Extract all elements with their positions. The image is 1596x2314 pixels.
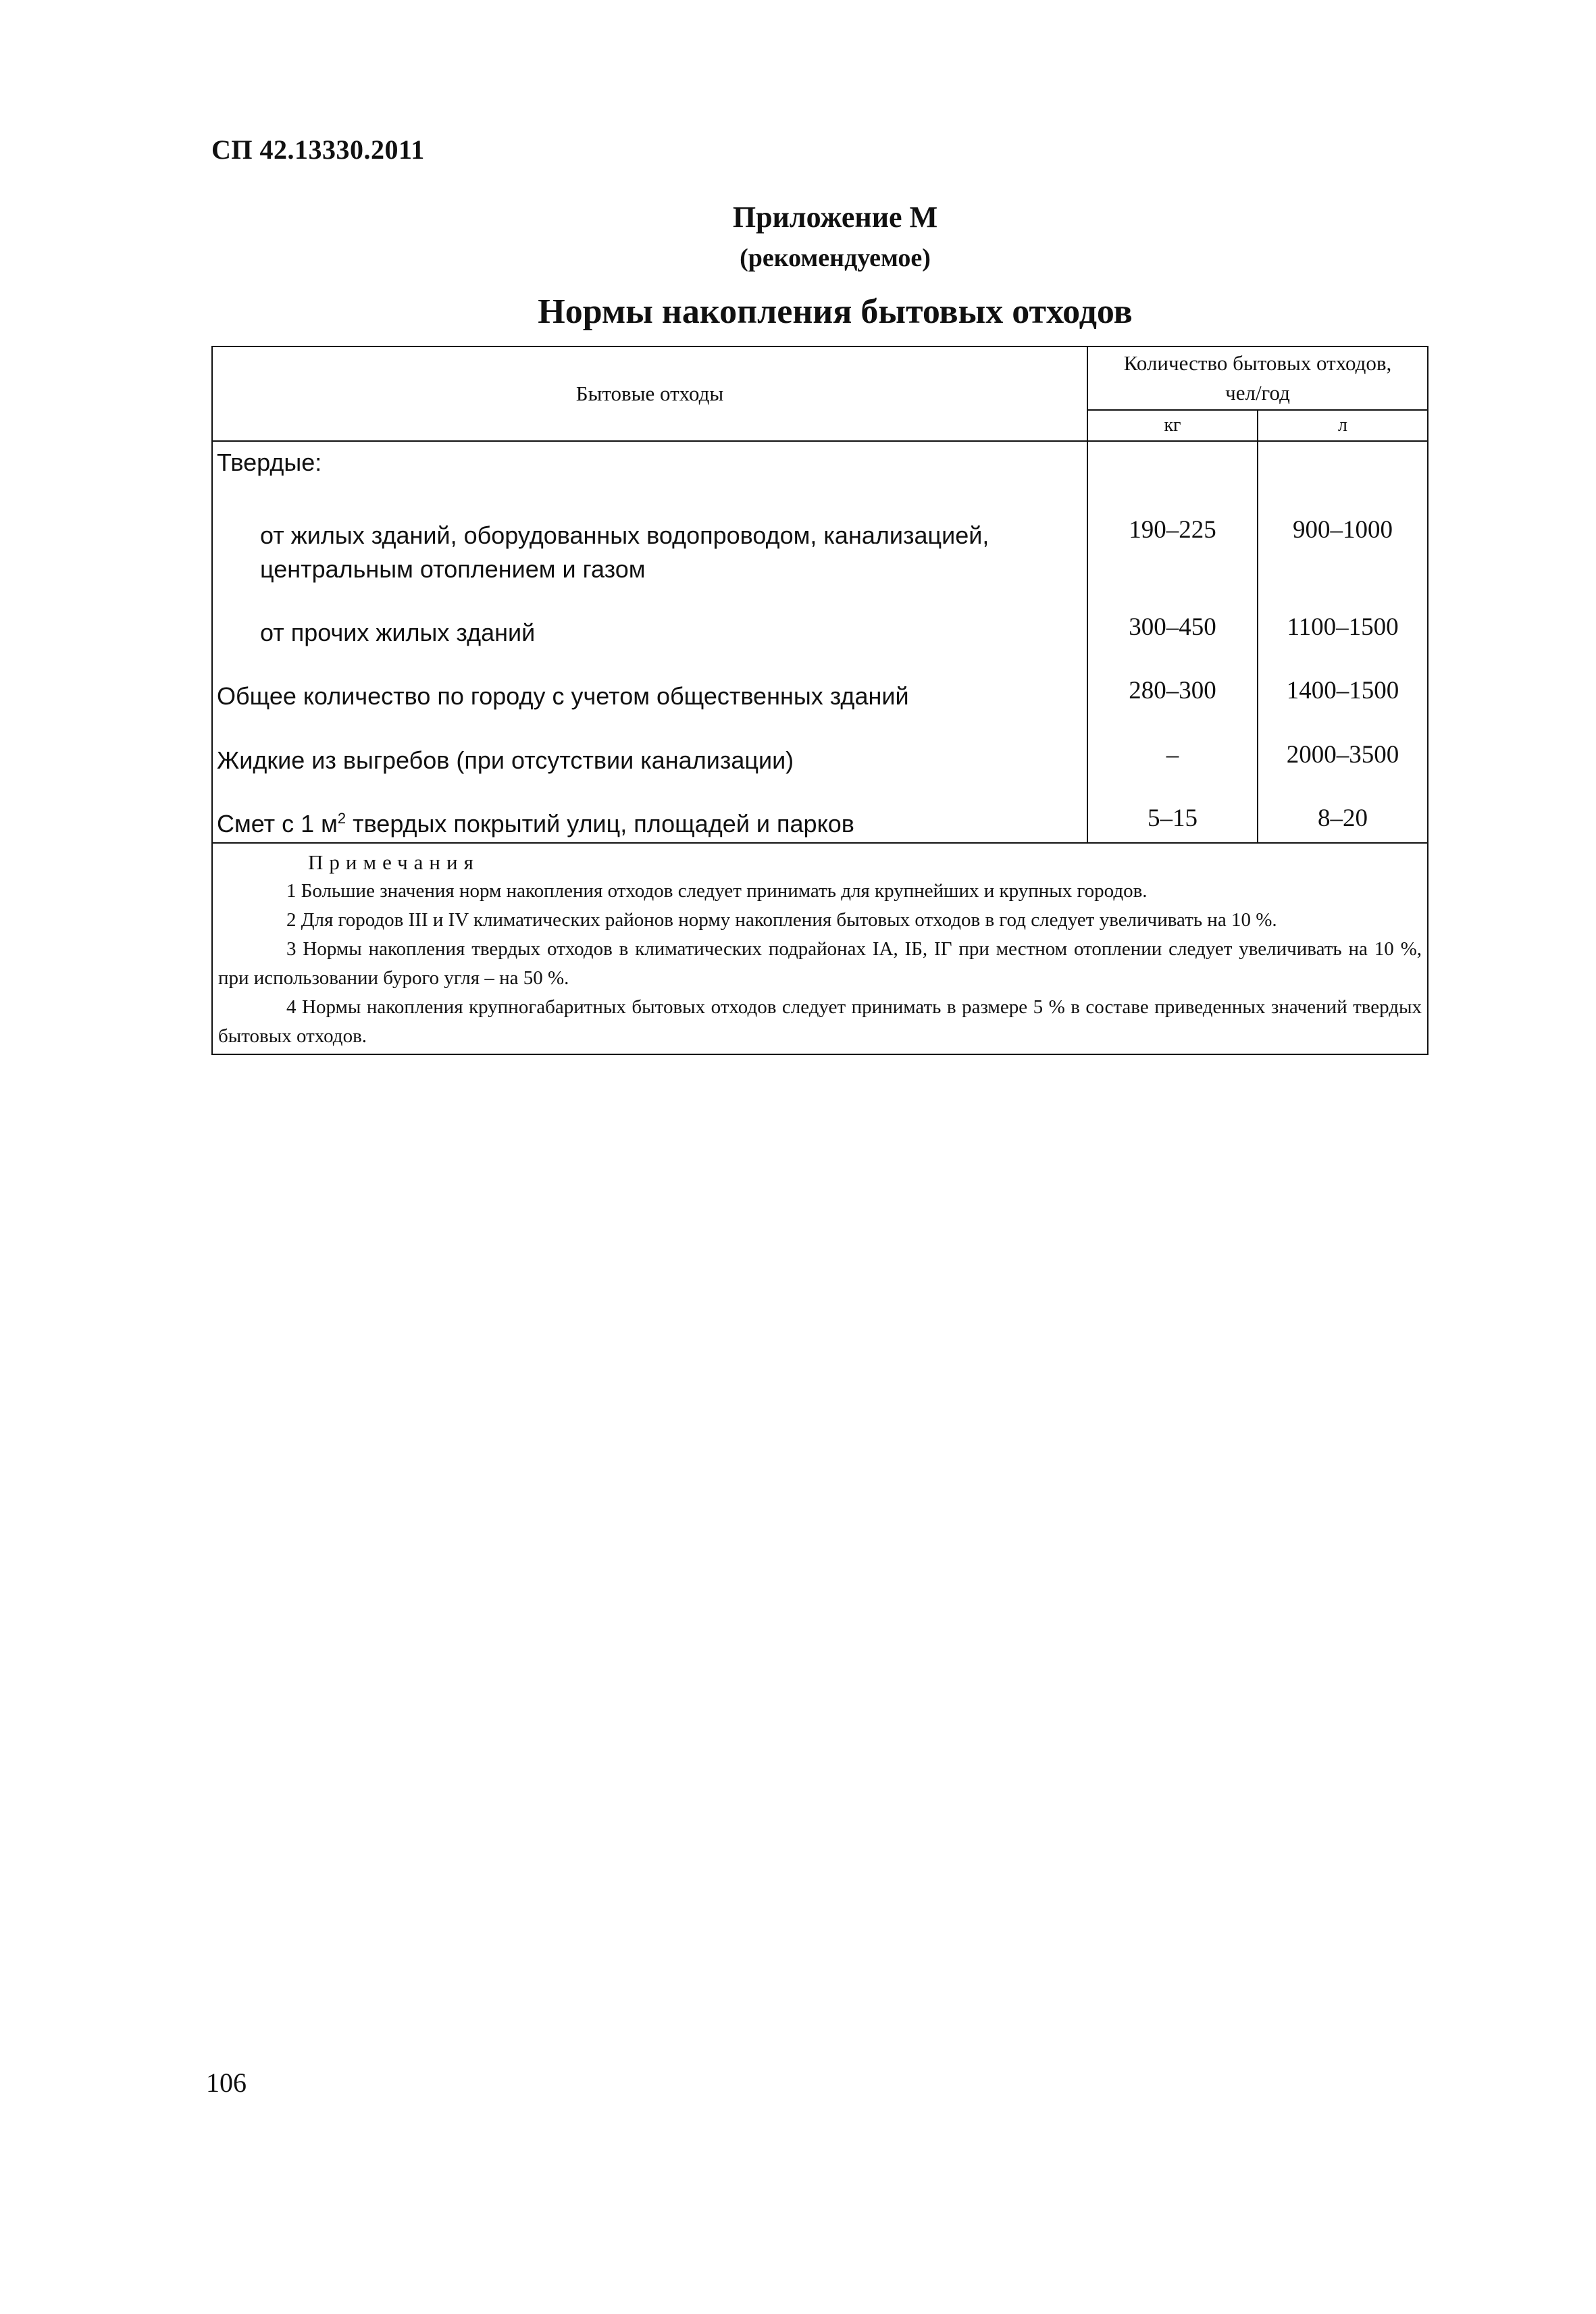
- solid-waste-heading: Твердые:: [217, 448, 322, 476]
- superscript-2: 2: [337, 810, 346, 827]
- note-item: 2 Для городов III и IV климатических районов норму накопления бытовых отходов в год следует увеличивать на 10 %.: [286, 909, 1277, 931]
- liters-values-cell: [1258, 441, 1428, 843]
- note-item: 3 Нормы накопления твердых отходов в климатических подрайонах IА, IБ, IГ при местном отоплении следует увеличивать на 10 %, при использовании бурого угля – на 50 %.: [218, 938, 1422, 989]
- table-row-label: от прочих жилых зданий: [260, 619, 536, 646]
- quantity-header-line2: чел/год: [1225, 381, 1290, 405]
- quantity-header-line1: Количество бытовых отходов,: [1123, 351, 1392, 375]
- table-cell-kg: 190–225: [1129, 516, 1216, 544]
- kg-values-cell: [1087, 441, 1258, 843]
- row-label-line: от жилых зданий, оборудованных водопроводом, канализацией,: [260, 521, 989, 549]
- table-cell-kg: –: [1166, 741, 1179, 769]
- table-cell-l: 1100–1500: [1287, 613, 1399, 641]
- table-row-label: [213, 807, 1087, 842]
- unit-liters: л: [1258, 410, 1428, 441]
- note-item: 4 Нормы накопления крупногабаритных бытовых отходов следует принимать в размере 5 % в составе приведенных значений твердых бытовых отходов.: [218, 996, 1422, 1047]
- document-code: СП 42.13330.2011: [211, 134, 425, 165]
- table-cell-l: 8–20: [1318, 804, 1368, 832]
- table-body-row: [212, 441, 1428, 843]
- table-row-label: Общее количество по городу с учетом общественных зданий: [217, 682, 909, 710]
- notes-cell: [212, 843, 1428, 1054]
- unit-kg: кг: [1087, 410, 1258, 441]
- column-header-waste-type: Бытовые отходы: [212, 346, 1087, 441]
- row-label-suffix: твердых покрытий улиц, площадей и парков: [346, 810, 854, 838]
- row-label-line: центральным отоплением и газом: [260, 555, 646, 583]
- appendix-status: (рекомендуемое): [740, 244, 931, 272]
- page-number: 106: [206, 2067, 247, 2098]
- table-cell-kg: 300–450: [1129, 613, 1216, 641]
- page-title: Нормы накопления бытовых отходов: [538, 292, 1133, 331]
- table-header-row: [212, 346, 1428, 410]
- waste-norms-table: [211, 346, 1428, 1055]
- table-cell-l: 1400–1500: [1286, 677, 1399, 704]
- notes-label: Примечания: [308, 850, 480, 874]
- notes-row: [212, 843, 1428, 1054]
- column-header-quantity: [1087, 346, 1428, 410]
- table-cell-l: 900–1000: [1293, 516, 1393, 544]
- waste-names-cell: [212, 441, 1087, 843]
- table-cell-kg: 5–15: [1148, 804, 1198, 832]
- table-row-label: [213, 519, 1087, 586]
- note-item: 1 Большие значения норм накопления отходов следует принимать для крупнейших и крупных городов.: [286, 880, 1148, 902]
- table-row-label: Жидкие из выгребов (при отсутствии канализации): [217, 746, 794, 774]
- row-label-prefix: Смет с 1 м: [217, 810, 338, 838]
- table-cell-kg: 280–300: [1129, 677, 1216, 704]
- table-cell-l: 2000–3500: [1286, 741, 1399, 769]
- appendix-title: Приложение М: [732, 201, 938, 234]
